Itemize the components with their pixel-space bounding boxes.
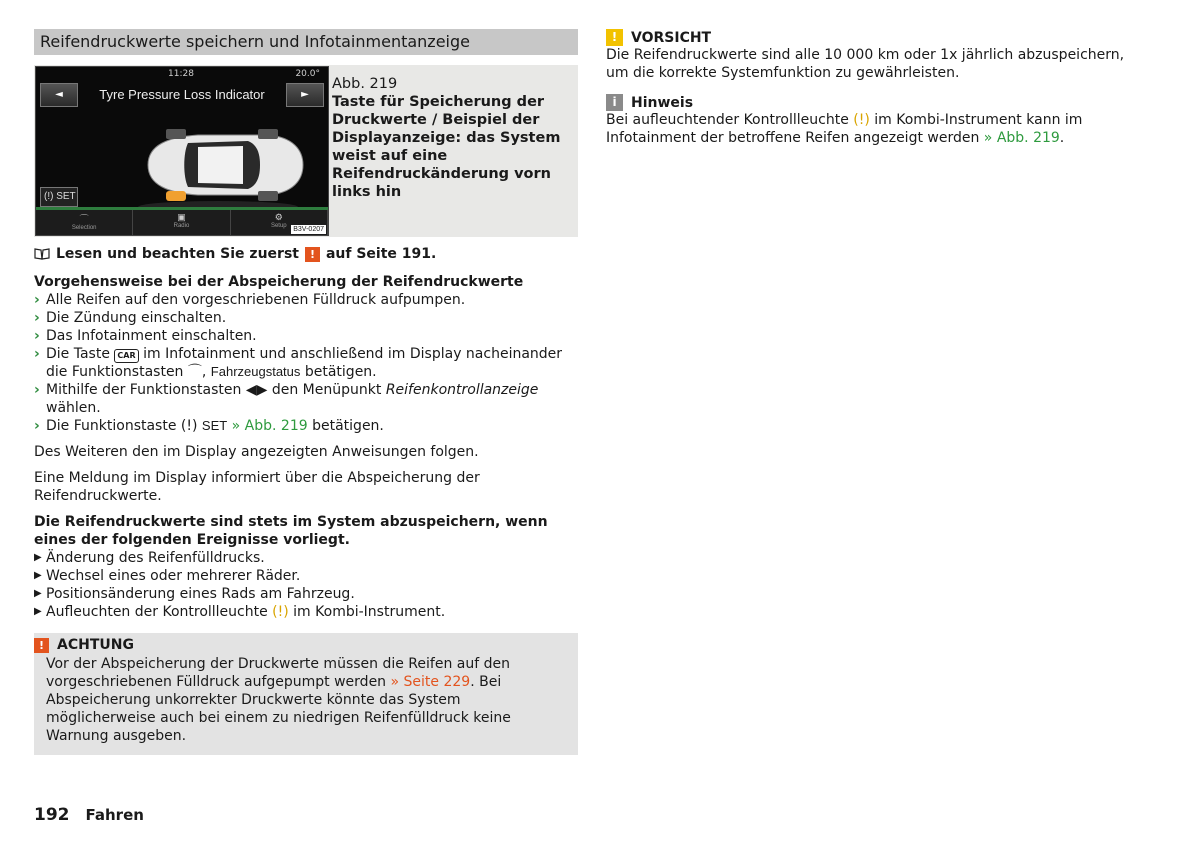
paragraph-message: Eine Meldung im Display informiert über die Abspeicherung der Reifendruckwerte. xyxy=(34,470,480,504)
event-1: ▶ Änderung des Reifenfülldrucks. xyxy=(34,550,265,566)
screen-arrow-left-button: ◄ xyxy=(40,83,78,107)
step-2: › Die Zündung einschalten. xyxy=(34,310,227,326)
figure-219 xyxy=(34,65,578,237)
left-column xyxy=(34,29,578,755)
figure-caption-text: Taste für Speicherung der Druckwerte / Beispiel der Displayanzeige: das System weist auf eine Reifendruckänderung vorn links hin xyxy=(332,94,561,200)
event-3: ▶ Positionsänderung eines Rads am Fahrzeug. xyxy=(34,586,355,602)
tyre-warning-light-icon: (!) xyxy=(272,604,289,620)
vorsicht-text: Die Reifendruckwerte sind alle 10 000 km oder 1x jährlich abzuspeichern, um die korrekte Systemfunktion zu gewährleisten. xyxy=(606,47,1125,81)
step-3: › Das Infotainment einschalten. xyxy=(34,328,257,344)
step-5: › Mithilfe der Funktionstasten ◀▶ den Menüpunkt Reifenkontrollanzeige wählen. xyxy=(34,382,539,416)
info-icon: i xyxy=(606,94,623,111)
book-icon xyxy=(34,248,50,260)
screen-status-bar xyxy=(36,67,328,81)
hinweis-text: Bei aufleuchtender Kontrollleuchte (!) im Kombi-Instrument kann im Infotainment der betroffene Reifen angezeigt werden » Abb. 219. xyxy=(606,112,1083,146)
events-list xyxy=(34,549,578,621)
page-footer xyxy=(34,805,144,825)
tyre-warning-light-icon: (!) xyxy=(853,112,870,128)
screen-set-button: (!) SET xyxy=(40,187,78,207)
screen-arrow-right-button: ► xyxy=(286,83,324,107)
procedure-title: Vorgehensweise bei der Abspeicherung der Reifendruckwerte xyxy=(34,274,524,290)
arrow-keys-icon: ◀▶ xyxy=(245,382,268,398)
car-icon: ⌒ xyxy=(79,214,89,224)
achtung-text: Vor der Abspeicherung der Druckwerte müssen die Reifen auf den vorgeschriebenen Fülldruck aufgepumpt werden » Seite 229. Bei Abspeicherung unkorrekter Druckwerte könnte das System möglicherweise auch bei einem zu niedrigen Reifenfülldruck keine Warnung ausgeben. xyxy=(46,656,511,744)
screen-temperature: 20.0° xyxy=(295,69,320,79)
figure-caption xyxy=(332,75,572,201)
screen-title: Tyre Pressure Loss Indicator xyxy=(99,87,265,102)
page-number: 192 xyxy=(34,805,70,825)
section-title: Reifendruckwerte speichern und Infotainmentanzeige xyxy=(34,29,578,55)
vorsicht-header: ! VORSICHT xyxy=(606,29,1146,46)
car-key-icon: CAR xyxy=(114,349,138,363)
step-4: › Die Taste CAR im Infotainment und anschließend im Display nacheinander die Funktionstasten ⌒, Fahrzeugstatus betätigen. xyxy=(34,346,563,380)
infotainment-screen xyxy=(35,66,329,236)
step-1: › Alle Reifen auf den vorgeschriebenen Fülldruck aufpumpen. xyxy=(34,292,466,308)
figure-number: Abb. 219 xyxy=(332,76,398,92)
warning-icon: ! xyxy=(34,638,49,653)
events-title: Die Reifendruckwerte sind stets im System abzuspeichern, wenn eines der folgenden Ereignisse vorliegt. xyxy=(34,514,548,548)
procedure-steps xyxy=(34,291,578,435)
figure-link[interactable]: » Abb. 219 xyxy=(983,130,1060,146)
radio-icon: ▣ xyxy=(177,212,186,222)
achtung-header: ! ACHTUNG xyxy=(34,637,566,653)
step-6: › Die Funktionstaste (!) SET » Abb. 219 betätigen. xyxy=(34,418,384,434)
section-name: Fahren xyxy=(85,806,144,824)
caution-icon: ! xyxy=(606,29,623,46)
image-code: B3V-0207 xyxy=(293,226,324,233)
screen-clock: 11:28 xyxy=(168,69,194,79)
paragraph-instructions: Des Weiteren den im Display angezeigten Anweisungen folgen. xyxy=(34,444,479,460)
hinweis-header: i Hinweis xyxy=(606,94,1146,111)
event-4: ▶ Aufleuchten der Kontrollleuchte (!) im Kombi-Instrument. xyxy=(34,604,446,620)
screen-function-keys xyxy=(36,207,328,235)
event-2: ▶ Wechsel eines oder mehrerer Räder. xyxy=(34,568,301,584)
warning-icon: ! xyxy=(305,247,320,262)
right-column xyxy=(606,29,1146,147)
achtung-box xyxy=(34,633,578,755)
read-first-note: Lesen und beachten Sie zuerst ! auf Seite 191. xyxy=(34,246,578,262)
gear-icon: ⚙ xyxy=(274,212,283,222)
car-status-icon: ⌒ xyxy=(187,364,202,380)
tyre-warning-icon: (!) xyxy=(180,418,198,434)
fk-radio: ▣ Radio xyxy=(133,210,230,235)
car-top-view-icon xyxy=(128,115,308,215)
fk-setup: ⚙ Setup xyxy=(231,210,328,235)
page-link[interactable]: » Seite 229 xyxy=(390,674,471,690)
figure-link[interactable]: » Abb. 219 xyxy=(231,418,308,434)
fk-selection: ⌒ Selection xyxy=(36,210,133,235)
